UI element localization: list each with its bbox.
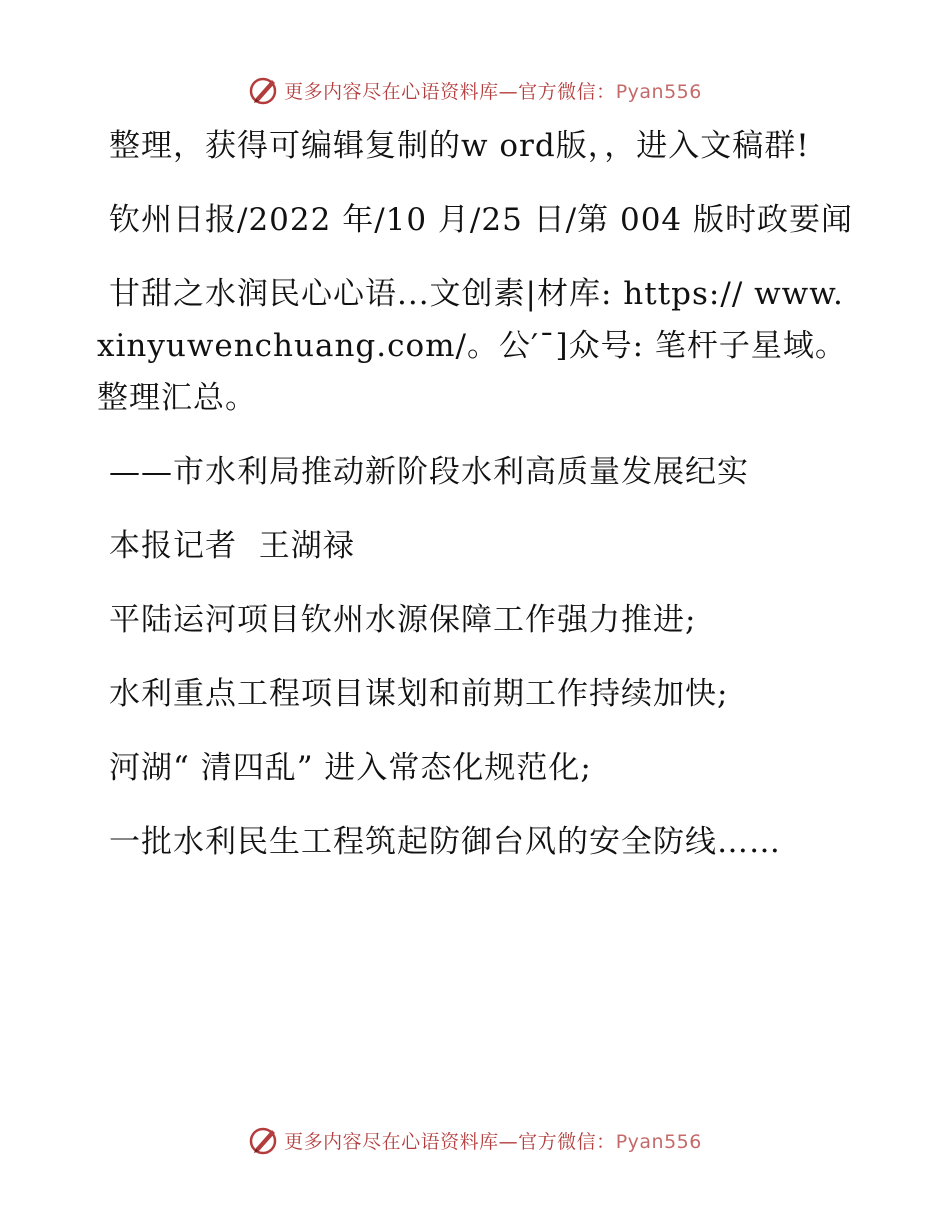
article-subtitle: ——市水利局推动新阶段水利高质量发展纪实 bbox=[109, 454, 749, 490]
pen-seal-icon bbox=[248, 1124, 280, 1156]
highlight-item: 水利重点工程项目谋划和前期工作持续加快; bbox=[109, 676, 729, 712]
pen-seal-icon bbox=[248, 74, 280, 106]
footer-watermark-banner bbox=[0, 1122, 950, 1158]
watermark-text: 更多内容尽在心语资料库—官方微信：Pyan556 bbox=[284, 1130, 702, 1153]
source-line: 钦州日报/2022 年/10 月/25 日/第 004 版时政要闻 bbox=[109, 202, 854, 238]
header-watermark-banner bbox=[0, 72, 950, 108]
watermark-text: 更多内容尽在心语资料库—官方微信：Pyan556 bbox=[284, 80, 702, 103]
highlight-item: 平陆运河项目钦州水源保障工作强力推进; bbox=[109, 602, 697, 638]
highlight-item: 河湖“ 清四乱” 进入常态化规范化; bbox=[109, 750, 592, 786]
intro-paragraph: 整理，获得可编辑复制的w ord版，，进入文稿群! bbox=[109, 128, 810, 164]
byline: 本报记者 王湖禄 bbox=[109, 528, 355, 564]
article-title: 甘甜之水润民心心语...文创素|材库: https:// www.xinyuwenchuang.com/。公′¯]众号: 笔杆子星域。整理汇总。 bbox=[97, 276, 847, 416]
highlight-item: 一批水利民生工程筑起防御台风的安全防线…… bbox=[109, 824, 781, 860]
document-body bbox=[97, 120, 857, 890]
